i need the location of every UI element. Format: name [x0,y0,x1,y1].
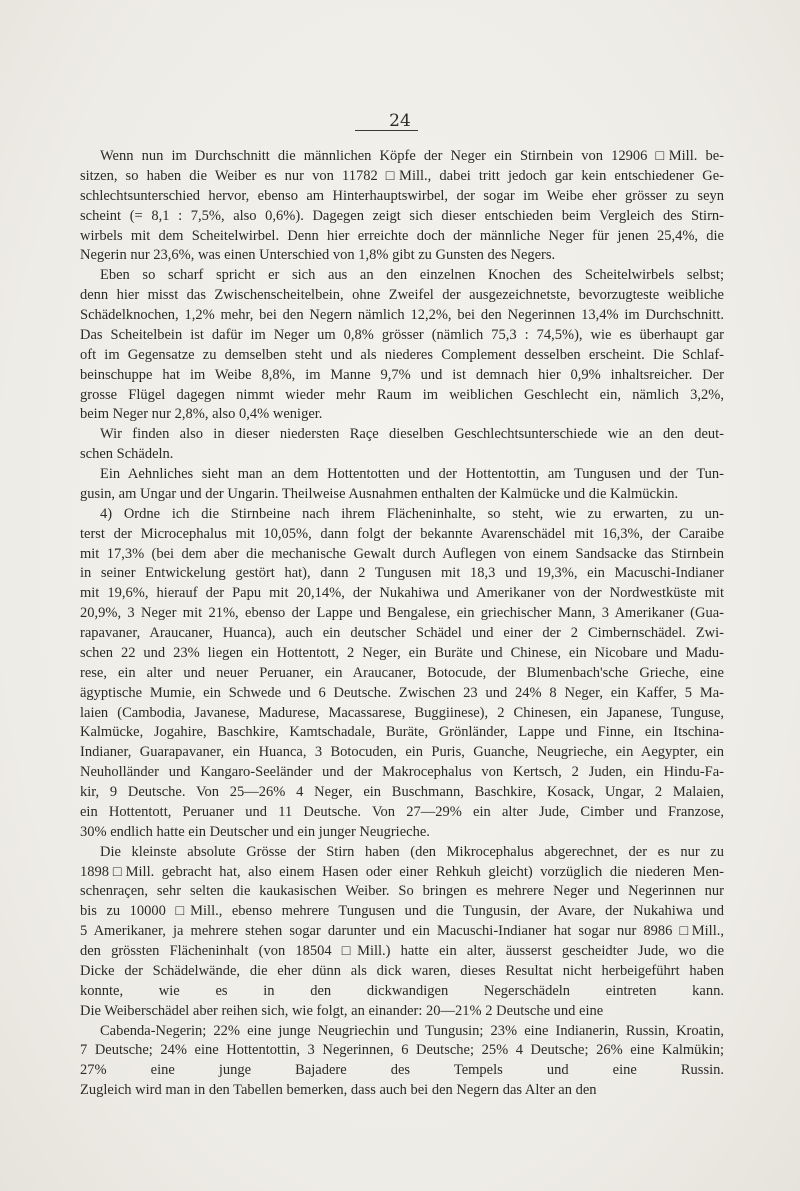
text-line: Schädelknochen, 1,2% mehr, bei den Negern nämlich 12,2%, bei den Negerinnen 13,4% im Durchschnitt. [80,307,724,323]
text-line: Zugleich wird man in den Tabellen bemerken, dass auch bei den Negern das Alter an den [80,1082,597,1099]
text-line: 30% endlich hatte ein Deutscher und ein junger Neugrieche. [80,823,430,840]
text-line: laien (Cambodia, Javanese, Madurese, Macassarese, Buggiinese), 2 Chinesen, ein Japanese, Tunguse, [80,704,724,721]
text-line: Wir finden also in dieser niedersten Raçe dieselben Geschlechtsunterschiede wie an den deut- [100,426,724,443]
text-line: beim Neger nur 2,8%, also 0,4% weniger. [80,406,323,423]
text-line: Indianer, Guarapavaner, ein Huanca, 3 Botocuden, ein Puris, Guanche, Neugrieche, ein Aegypter, ein [80,744,724,761]
text-line: Negerin nur 23,6%, was einen Unterschied von 1,8% gibt zu Gunsten des Negers. [80,247,556,264]
text-line: wirbels mit dem Scheitelwirbel. Denn hier erreichte doch der männliche Neger für jenen 25,4%, die [80,227,724,244]
text-line: terst der Microcephalus mit 10,05%, dann folgt der bekannte Avarenschädel mit 16,3%, der Caraibe [80,525,724,542]
text-line: in seiner Entwickelung gestört hat), dann 2 Tungusen mit 18,3 und 19,3%, ein Macuschi-Indianer [80,565,724,582]
text-line: scheint (= 8,1 : 7,5%, also 0,6%). Dagegen zeigt sich dieser entschieden beim Vergleich des Stirn- [80,207,724,224]
text-line: rapavaner, Araucaner, Huanca), auch ein deutscher Schädel und einer der 2 Cimbernschädel. Zwi- [80,625,724,641]
header-rule [355,130,418,131]
text-line: schen 22 und 23% liegen ein Hottentott, 2 Neger, ein Buräte und Chinese, ein Nicobare und Madu- [80,644,724,661]
text-line: Kalmücke, Jogahire, Baschkire, Kamtschadale, Buräte, Grönländer, Lappe und Finne, ein Itschina- [80,724,724,741]
text-line: kir, 9 Deutsche. Von 25—26% 4 Neger, ein Buschmann, Baschkire, Kosack, Ungar, 2 Malaien, [80,784,724,800]
text-line: Dicke der Schädelwände, die eher dünn als dick waren, dieses Resultat nicht herbeigeführt haben [80,962,724,979]
body-text [80,147,724,1101]
text-line: denn hier misst das Zwischenscheitelbein, ohne Zweifel der ausgezeichnetste, bevorzugteste weibliche [80,287,724,304]
text-line: Neuholländer und Kangaro-Seeländer und der Makrocephalus von Kertsch, 2 Juden, ein Hindu-Fa- [80,764,724,781]
text-line: Eben so scharf spricht er sich aus an den einzelnen Knochen des Scheitelwirbels selbst; [100,267,724,284]
text-line: mit 17,3% (bei dem aber die mechanische Gewalt durch Auflegen von einem Sandsacke das Stirnbein [80,545,724,562]
text-line: den grössten Flächeninhalt (von 18504 □Mill.) hatte ein alter, äusserst gescheidter Jude, wo die [80,943,724,959]
text-line: Ein Aehnliches sieht man an dem Hottentotten und der Hottentottin, am Tungusen und der Tun- [100,466,724,482]
text-line: Das Scheitelbein ist dafür im Neger um 0,8% grösser (nämlich 75,3 : 74,5%), wie es überhaupt gar [80,326,724,343]
text-line: beinschuppe hat im Weibe 8,8%, im Manne 9,7% und ist demnach hier 0,9% inhaltsreicher. Der [80,366,724,383]
text-line: 20,9%, 3 Neger mit 21%, ebenso der Lappe und Bengalese, ein griechischer Mann, 3 Amerikaner (Gua- [80,605,724,622]
text-line: grosse Flügel dagegen nimmt wieder mehr Raum im weiblichen Geschlecht ein, nämlich 3,2%, [80,386,724,403]
text-line: 27% eine junge Bajadere des Tempels und eine Russin. [80,1062,724,1079]
text-line: Die kleinste absolute Grösse der Stirn haben (den Mikrocephalus abgerechnet, der es nur zu [100,843,724,860]
text-line: Wenn nun im Durchschnitt die männlichen Köpfe der Neger ein Stirnbein von 12906 □Mill. be- [100,148,724,164]
text-line: schlechtsunterschied hervor, ebenso am Hinterhauptswirbel, der sogar im Weibe eher grösser zu seyn [80,187,724,204]
text-line: sitzen, so haben die Weiber es nur von 11782 □Mill., dabei tritt jedoch gar kein entschiedener Ge- [80,167,724,184]
text-line: schen Schädeln. [80,446,174,463]
text-line: 5 Amerikaner, ja mehrere stehen sogar darunter und ein Macuschi-Indianer hat sogar nur 8986 □Mill., [80,923,724,940]
text-line: 4) Ordne ich die Stirnbeine nach ihrem Flächeninhalte, so steht, wie zu erwarten, zu un- [100,505,724,522]
text-line: Die Weiberschädel aber reihen sich, wie folgt, an einander: 20—21% 2 Deutsche und eine [80,1002,604,1019]
text-line: 7 Deutsche; 24% eine Hottentottin, 3 Negerinnen, 6 Deutsche; 25% 4 Deutsche; 26% eine Kalmükin; [80,1042,724,1059]
text-line: mit 19,6%, hierauf der Papu mit 20,14%, der Nukahiwa und Amerikaner von der Nordwestküste mit [80,585,724,602]
text-line: ein Hottentott, Peruaner und 11 Deutsche. Von 27—29% ein alter Jude, Cimber und Franzose, [80,803,724,820]
text-line: rese, ein alter und neuer Peruaner, ein Araucaner, Botocude, der Blumenbach'sche Grieche, eine [80,664,724,681]
page-number: 24 [389,111,411,131]
text-line: Cabenda-Negerin; 22% eine junge Neugriechin und Tungusin; 23% eine Indianerin, Russin, Kroatin, [100,1022,724,1039]
text-line: bis zu 10000 □Mill., ebenso mehrere Tungusen und die Tungusin, der Avare, der Nukahiwa und [80,903,724,920]
text-line: ägyptische Mumie, ein Schwede und 6 Deutsche. Zwischen 23 und 24% 8 Neger, ein Kaffer, 5 Ma- [80,684,724,701]
text-line: 1898□Mill. gebracht hat, also einem Hasen oder einer Rehkuh gleicht) vorzüglich die niederen Men- [80,863,724,880]
text-line: gusin, am Ungar und der Ungarin. Theilweise Ausnahmen enthalten der Kalmücke und die Kalmückin. [80,485,679,502]
text-line: konnte, wie es in den dickwandigen Negerschädeln eintreten kann. [80,982,724,999]
text-line: schenraçen, sehr selten die kaukasischen Weiber. So bringen es mehrere Neger und Negerinnen nur [80,883,724,900]
text-line: oft im Gegensatze zu demselben steht und als niederes Complement desselben erscheint. Die Schlaf- [80,346,724,363]
